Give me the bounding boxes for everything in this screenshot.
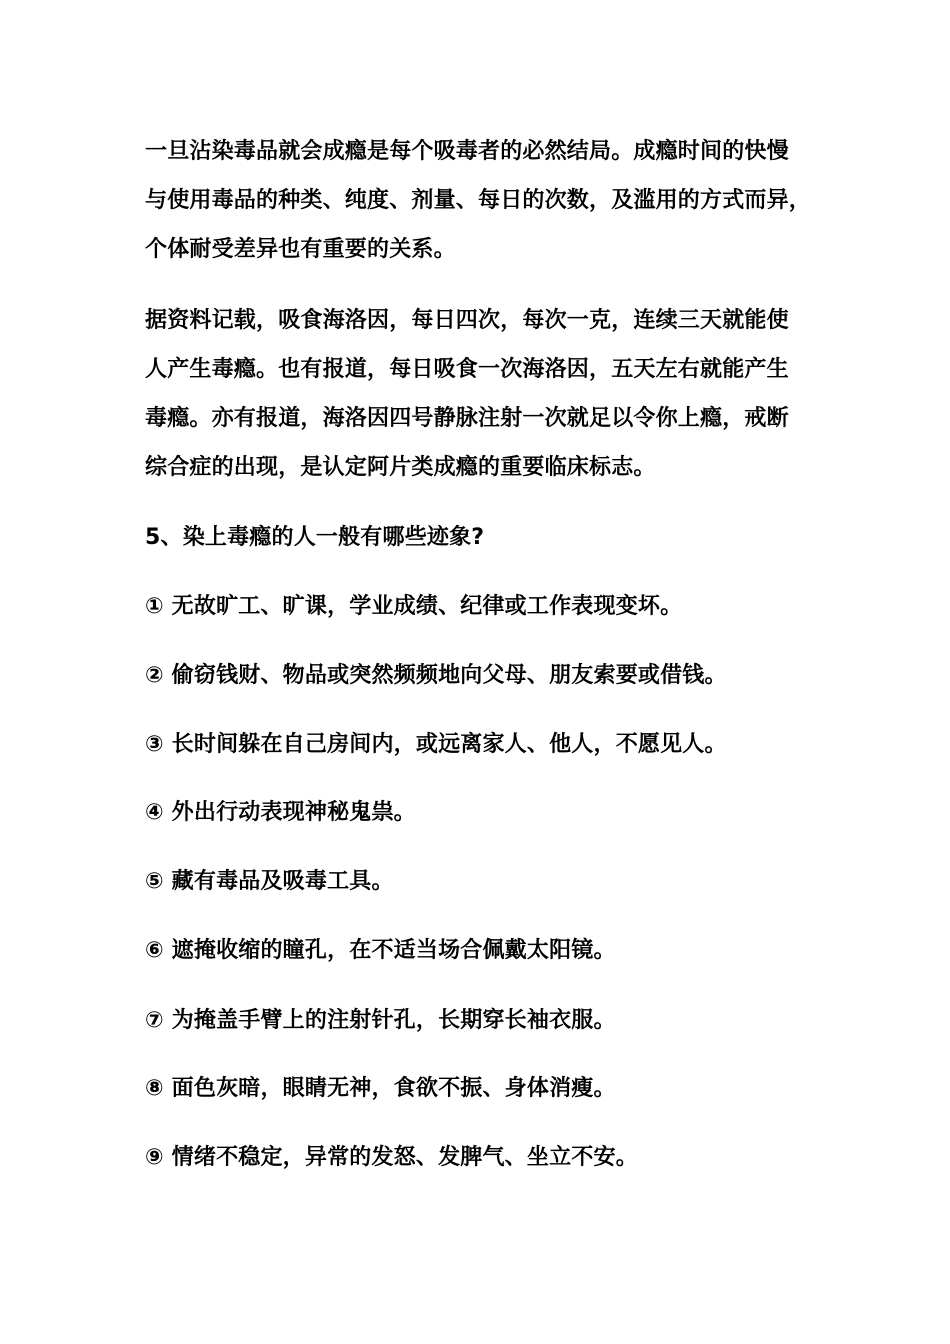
text-line: ② 偷窃钱财、物品或突然频频地向父母、朋友索要或借钱。 xyxy=(145,663,727,688)
sign-item-4 xyxy=(145,788,825,837)
text-line: ④ 外出行动表现神秘鬼祟。 xyxy=(145,800,416,825)
text-line: ⑤ 藏有毒品及吸毒工具。 xyxy=(145,869,394,894)
sign-item-8 xyxy=(145,1064,825,1113)
text-line: ⑧ 面色灰暗，眼睛无神，食欲不振、身体消瘦。 xyxy=(145,1076,616,1101)
sign-item-3 xyxy=(145,720,825,769)
sign-item-1 xyxy=(145,582,825,631)
sign-item-5 xyxy=(145,857,825,906)
paragraph-addiction-outcome xyxy=(145,127,825,274)
sign-item-6 xyxy=(145,926,825,975)
sign-item-7 xyxy=(145,996,825,1045)
sign-item-2 xyxy=(145,651,825,700)
text-line: 据资料记载，吸食海洛因，每日四次，每次一克，连续三天就能使 xyxy=(145,308,789,333)
sign-item-9 xyxy=(145,1133,825,1182)
text-line: 个体耐受差异也有重要的关系。 xyxy=(145,237,456,262)
text-line: 人产生毒瘾。也有报道，每日吸食一次海洛因，五天左右就能产生 xyxy=(145,357,789,382)
text-line: ⑦ 为掩盖手臂上的注射针孔，长期穿长袖衣服。 xyxy=(145,1008,616,1033)
paragraph-heroin-reports xyxy=(145,296,825,492)
text-line: ⑨ 情绪不稳定，异常的发怒、发脾气、坐立不安。 xyxy=(145,1145,638,1170)
text-line: 毒瘾。亦有报道，海洛因四号静脉注射一次就足以令你上瘾，戒断 xyxy=(145,406,789,431)
text-line: ⑥ 遮掩收缩的瞳孔，在不适当场合佩戴太阳镜。 xyxy=(145,938,616,963)
text-line: 5、染上毒瘾的人一般有哪些迹象? xyxy=(145,525,485,550)
text-line: ① 无故旷工、旷课，学业成绩、纪律或工作表现变坏。 xyxy=(145,594,683,619)
text-line: 综合症的出现，是认定阿片类成瘾的重要临床标志。 xyxy=(145,455,656,480)
text-line: 与使用毒品的种类、纯度、剂量、每日的次数，及滥用的方式而异， xyxy=(145,188,812,213)
text-line: 一旦沾染毒品就会成瘾是每个吸毒者的必然结局。成瘾时间的快慢 xyxy=(145,139,789,164)
question-heading xyxy=(145,513,825,562)
text-line: ③ 长时间躲在自己房间内，或远离家人、他人，不愿见人。 xyxy=(145,732,727,757)
